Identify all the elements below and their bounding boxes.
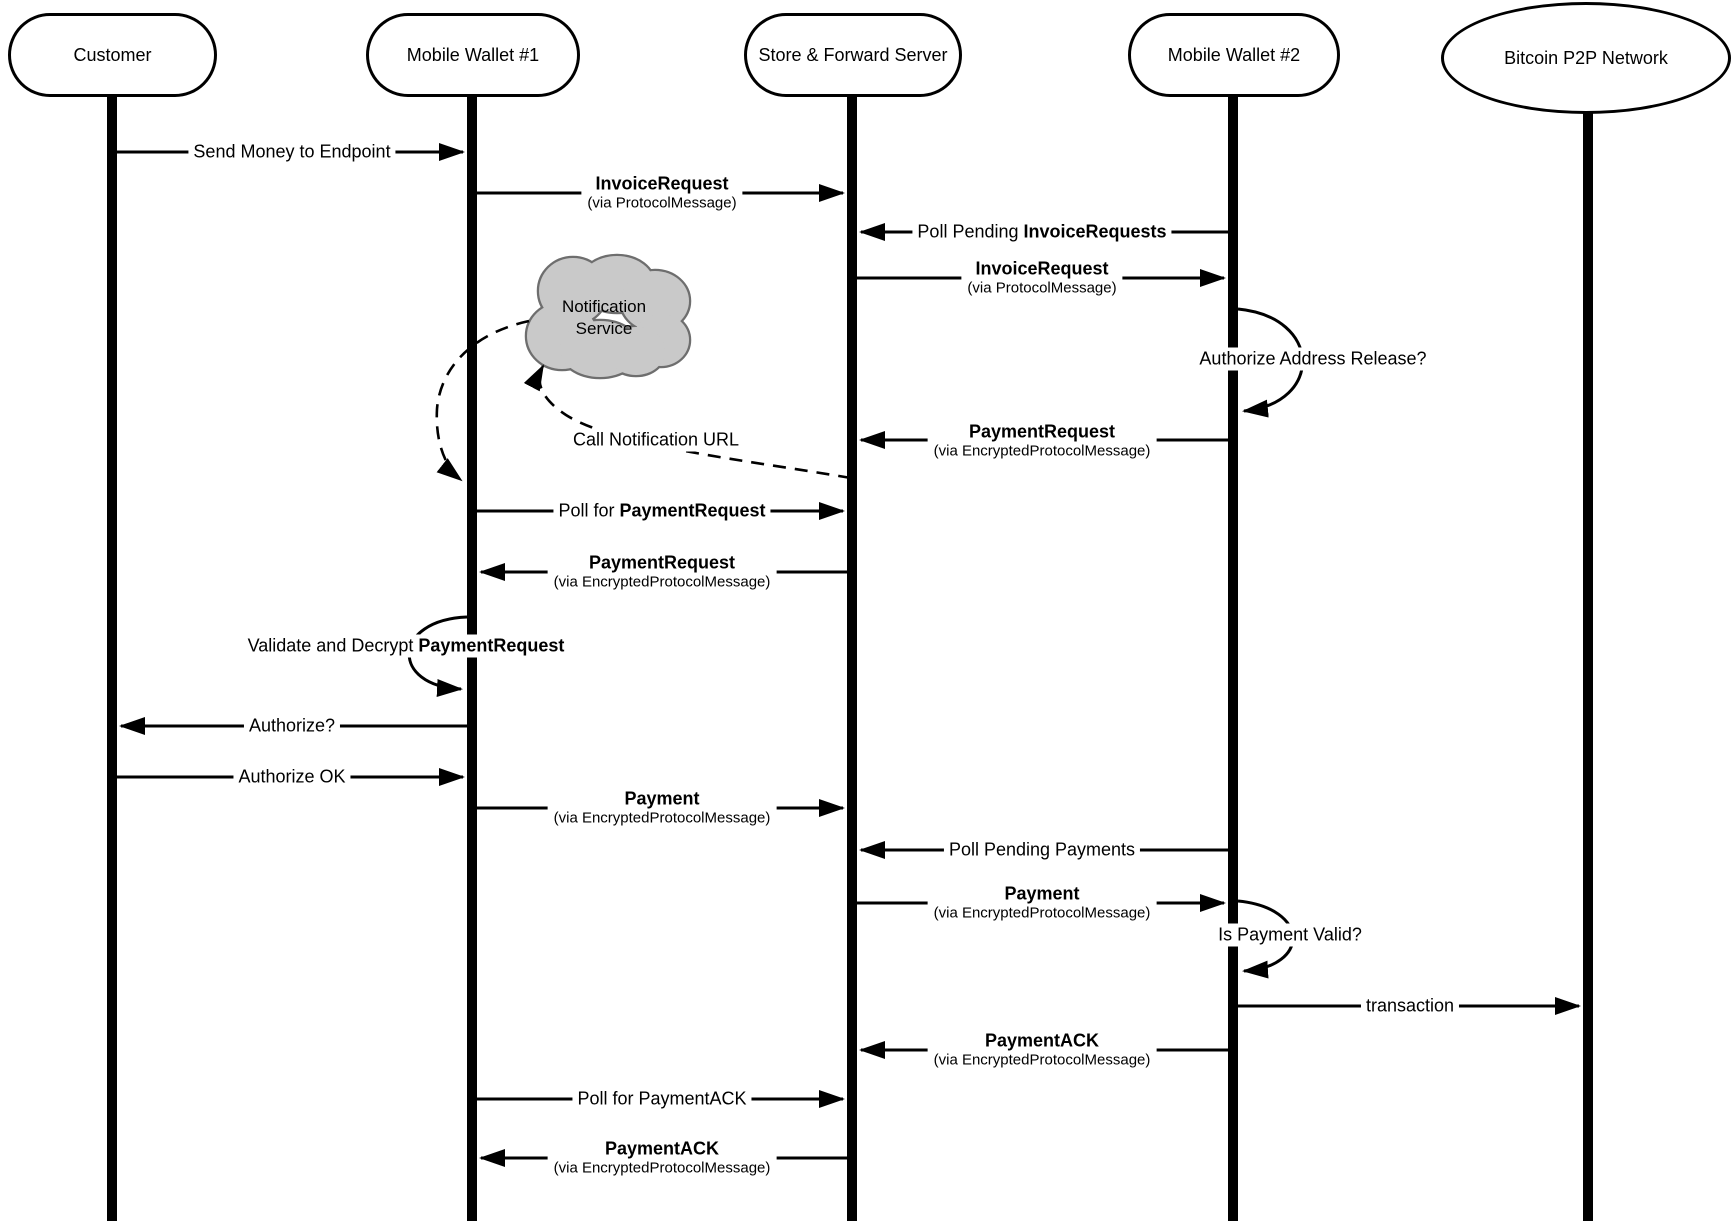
actor-bitcoin-p2p-network-label: Bitcoin P2P Network: [1504, 47, 1668, 68]
label-authorize-address-release: Authorize Address Release?: [1194, 348, 1431, 371]
label-invoice-request-1: InvoiceRequest (via ProtocolMessage): [581, 174, 742, 213]
label-poll-pending-payments: Poll Pending Payments: [944, 839, 1140, 862]
label-poll-for-payment-ack: Poll for PaymentACK: [572, 1088, 751, 1111]
label-is-payment-valid: Is Payment Valid?: [1213, 924, 1367, 947]
lifeline-customer: [107, 90, 117, 1221]
label-payment-1: Payment (via EncryptedProtocolMessage): [548, 789, 777, 828]
lifeline-mobile-wallet-2: [1228, 90, 1238, 1221]
label-authorize-ok: Authorize OK: [233, 766, 350, 789]
label-authorize: Authorize?: [244, 715, 340, 738]
actor-customer: [8, 13, 217, 97]
label-call-notification-url: Call Notification URL: [568, 429, 744, 452]
label-poll-for-payment-request: Poll for PaymentRequest: [553, 500, 770, 523]
actor-customer-label: Customer: [73, 44, 152, 65]
lifeline-bitcoin-p2p-network: [1583, 106, 1593, 1221]
actor-bitcoin-p2p-network: [1441, 2, 1731, 114]
label-payment-ack-1: PaymentACK (via EncryptedProtocolMessage): [928, 1031, 1157, 1070]
label-transaction: transaction: [1361, 995, 1459, 1018]
dashed-arrow-call-notification-url: [540, 366, 851, 478]
label-payment-request-1: PaymentRequest (via EncryptedProtocolMessage): [928, 422, 1157, 461]
actor-store-forward-server: [744, 13, 962, 97]
label-payment-ack-2: PaymentACK (via EncryptedProtocolMessage): [548, 1139, 777, 1178]
actor-store-forward-server-label: Store & Forward Server: [758, 44, 948, 65]
actor-mobile-wallet-1-label: Mobile Wallet #1: [406, 44, 540, 65]
actor-mobile-wallet-2: [1128, 13, 1340, 97]
notification-service-label: Notification Service: [561, 297, 647, 338]
actor-mobile-wallet-2-label: Mobile Wallet #2: [1167, 44, 1301, 65]
label-send-money: Send Money to Endpoint: [188, 141, 395, 164]
lifeline-store-forward-server: [847, 90, 857, 1221]
label-payment-request-2: PaymentRequest (via EncryptedProtocolMessage): [548, 553, 777, 592]
actor-mobile-wallet-1: [366, 13, 580, 97]
label-validate-decrypt: Validate and Decrypt PaymentRequest: [243, 635, 570, 658]
label-poll-pending-invoice-requests: Poll Pending InvoiceRequests: [912, 221, 1171, 244]
label-invoice-request-2: InvoiceRequest (via ProtocolMessage): [961, 259, 1122, 298]
dashed-arrow-notify-wallet: [437, 321, 529, 480]
label-payment-2: Payment (via EncryptedProtocolMessage): [928, 884, 1157, 923]
